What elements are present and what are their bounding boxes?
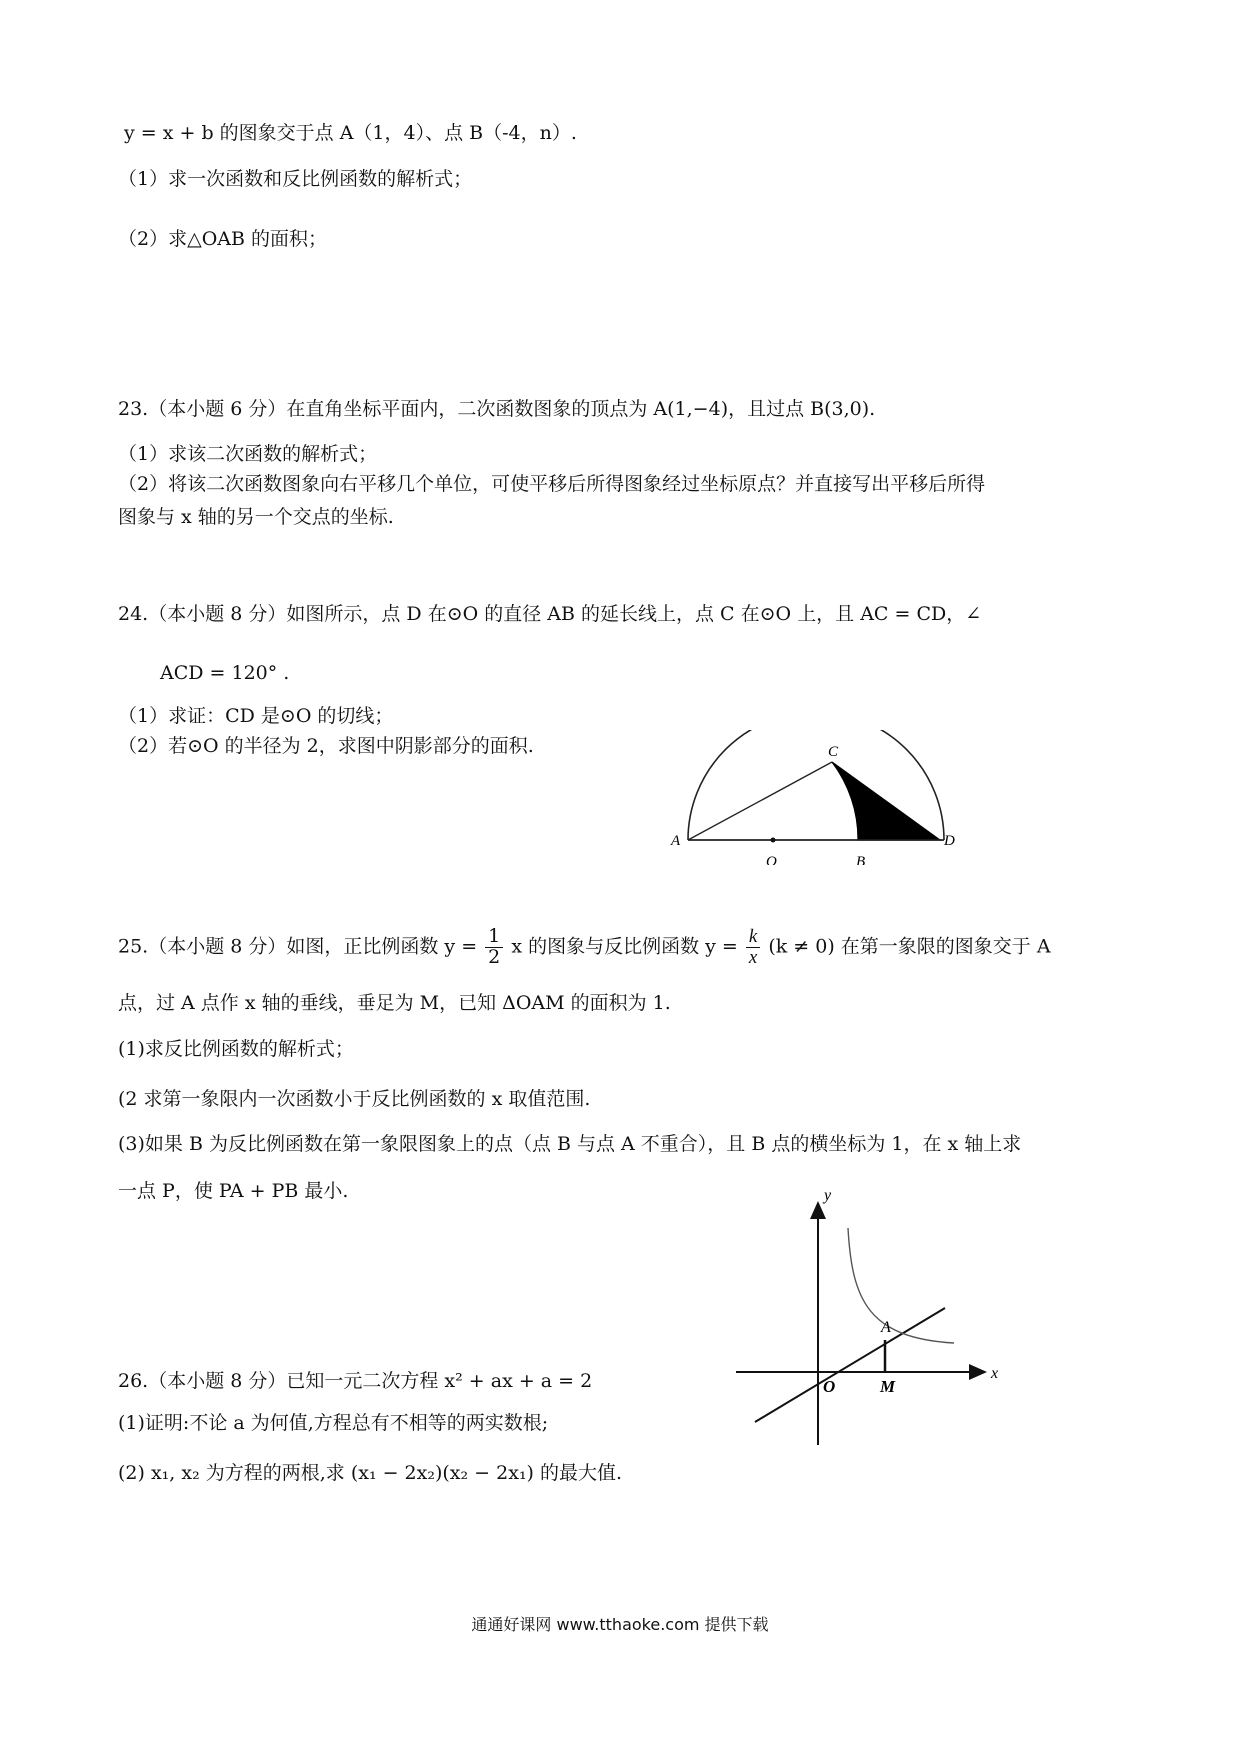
proportional-line (755, 1308, 945, 1422)
q26-part2: (2) x₁, x₂ 为方程的两根,求 (x₁ − 2x₂)(x₂ − 2x₁) 的最大值. (118, 1462, 623, 1484)
q24-stem: 24.（本小题 8 分）如图所示，点 D 在⊙O 的直径 AB 的延长线上，点 C 在⊙O 上，且 AC = CD，∠ (118, 603, 982, 625)
q22-part2: （2）求△OAB 的面积； (118, 228, 328, 250)
fraction-k-over-x (746, 927, 760, 968)
q23-part1: （1）求该二次函数的解析式； (118, 443, 378, 465)
q25-part1: (1)求反比例函数的解析式； (118, 1038, 354, 1060)
label-d: D (944, 833, 955, 849)
label-m: M (880, 1377, 896, 1396)
center-dot (771, 838, 776, 843)
hyperbola-curve (848, 1228, 954, 1343)
fraction-numerator: 1 (485, 927, 503, 948)
fraction-denominator: 2 (488, 945, 501, 968)
label-b: B (856, 854, 866, 865)
q24-part2: （2）若⊙O 的半径为 2，求图中阴影部分的面积. (118, 735, 534, 757)
fraction-one-half (485, 927, 503, 968)
q22-intro: y = x + b 的图象交于点 A（1，4）、点 B（-4，n）. (124, 122, 577, 144)
q26-stem: 26.（本小题 8 分）已知一元二次方程 x² + ax + a = 2 (118, 1370, 593, 1392)
q25-stem (118, 927, 1051, 968)
q22-part1: （1）求一次函数和反比例函数的解析式； (118, 168, 473, 190)
page-footer: 通通好课网 www.tthaoke.com 提供下载 (471, 1615, 769, 1634)
q24-stem-cont: ACD = 120° . (160, 662, 290, 684)
q25-line2: 点，过 A 点作 x 轴的垂线，垂足为 M，已知 ΔOAM 的面积为 1. (118, 992, 671, 1014)
q25-part3a: (3)如果 B 为反比例函数在第一象限图象上的点（点 B 与点 A 不重合），且 B 点的横坐标为 1，在 x 轴上求 (118, 1133, 1022, 1155)
label-origin: O (823, 1377, 836, 1396)
q24-figure (660, 730, 960, 865)
q25-stem-part3: (k ≠ 0) 在第一象限的图象交于 A (768, 935, 1051, 958)
label-a: A (671, 833, 681, 849)
q26-part1: (1)证明:不论 a 为何值,方程总有不相等的两实数根; (118, 1412, 549, 1434)
q25-part3b: 一点 P，使 PA + PB 最小. (118, 1180, 349, 1202)
label-o: O (766, 854, 777, 865)
label-c: C (828, 744, 839, 760)
q23-part2b: 图象与 x 轴的另一个交点的坐标. (118, 506, 394, 528)
label-x: x (991, 1365, 999, 1382)
q24-part1: （1）求证：CD 是⊙O 的切线； (118, 705, 394, 727)
q25-stem-part2: x 的图象与反比例函数 y = (511, 935, 738, 958)
label-a: A (881, 1319, 891, 1336)
label-y: y (824, 1187, 832, 1204)
q25-figure (730, 1180, 1030, 1450)
fraction-denominator: x (748, 946, 758, 968)
shaded-region (832, 762, 940, 840)
q25-stem-part1: 25.（本小题 8 分）如图，正比例函数 y = (118, 935, 478, 958)
fraction-numerator: k (746, 927, 760, 948)
chord-ac (688, 762, 832, 840)
q23-part2a: （2）将该二次函数图象向右平移几个单位，可使平移后所得图象经过坐标原点？并直接写出平移后所得 (118, 473, 986, 495)
q25-part2: (2 求第一象限内一次函数小于反比例函数的 x 取值范围. (118, 1088, 591, 1110)
q23-stem: 23.（本小题 6 分）在直角坐标平面内，二次函数图象的顶点为 A(1,−4)，且过点 B(3,0). (118, 398, 876, 420)
